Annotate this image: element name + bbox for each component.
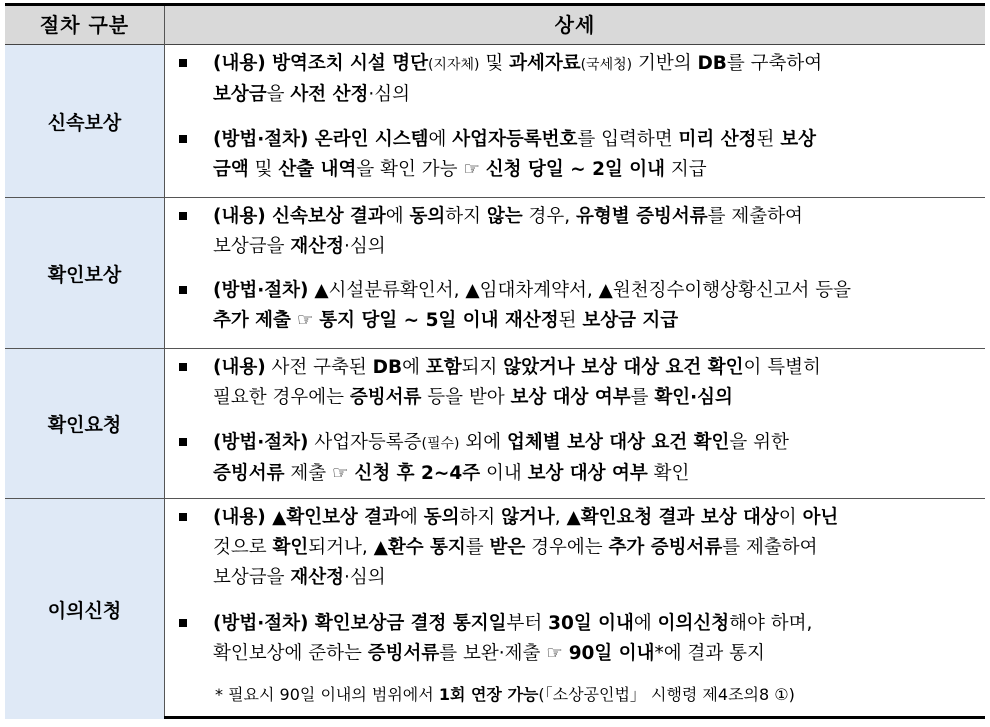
bold-text: ▲확인요청 결과 보상 대상 [566, 507, 779, 528]
list-item [179, 125, 973, 187]
row-label-objection: 이의신청 [5, 499, 164, 719]
item-text [213, 125, 973, 185]
text-segment: 필요한 경우에는 [213, 387, 350, 408]
bold-text: 보상 [780, 129, 816, 150]
text-segment: ☞ [290, 310, 320, 331]
item-text [213, 276, 973, 336]
table-row [5, 349, 985, 499]
bold-text: 추가 증빙서류 [608, 537, 723, 558]
text-line [213, 459, 973, 489]
text-segment: 제출 ☞ [284, 463, 355, 484]
text-segment: 하지 [445, 206, 487, 227]
row-content [165, 349, 985, 498]
bold-text: 유형별 증빙서류 [576, 206, 708, 227]
text-segment: (「소상공인법」 시행령 제4조의8 ①) [538, 685, 795, 704]
item-text [213, 428, 973, 489]
text-segment: 을 [266, 84, 291, 105]
bold-text: (방법·절차) [213, 432, 309, 453]
text-segment: 에 [400, 507, 424, 528]
bold-text: 1회 연장 가능 [438, 685, 539, 704]
text-segment: ·심의 [368, 84, 410, 105]
table-row [5, 198, 985, 349]
bold-text: 증빙서류 [367, 643, 440, 664]
text-line [213, 125, 973, 155]
text-segment: 된 [756, 129, 781, 150]
text-line [213, 276, 973, 306]
text-segment: 보상금을 [213, 567, 291, 588]
text-segment: 를 구축하여 [726, 53, 823, 74]
text-line [213, 155, 973, 185]
text-segment: , [554, 507, 567, 528]
bold-text: (내용) ▲확인보상 결과 [213, 507, 400, 528]
text-segment: 보상금을 [213, 236, 291, 257]
text-segment: 경우, [522, 206, 577, 227]
bold-text: 이의신청 [657, 613, 730, 634]
text-segment: 및 [479, 53, 510, 74]
text-segment: 을 위한 [729, 432, 789, 453]
text-segment: ▲시설분류확인서, ▲임대차계약서, ▲원천징수이행상황신고서 등을 [308, 280, 852, 301]
square-bullet-icon [179, 513, 187, 521]
list-item [179, 428, 973, 490]
footnote [215, 683, 795, 707]
bold-text: 않거나 [501, 507, 555, 528]
text-line [213, 232, 973, 262]
bold-text: (내용) [213, 357, 266, 378]
text-line [213, 306, 973, 336]
bold-text: 사업자등록번호 [452, 129, 578, 150]
bold-text: (방법·절차) 확인보상금 결정 통지일 [213, 613, 507, 634]
bold-text: 보상 대상 여부 [510, 387, 631, 408]
table-row [5, 499, 985, 719]
bold-text: 미리 산정 [678, 129, 757, 150]
text-segment: 를 제출하여 [707, 206, 803, 227]
bold-text: 보상 대상 여부 [527, 463, 648, 484]
text-segment: 및 [248, 159, 279, 180]
bold-text: 확인 [272, 537, 309, 558]
text-segment: 된 [558, 310, 583, 331]
column-divider [164, 6, 165, 716]
text-segment: *에 결과 통지 [654, 643, 765, 664]
text-segment: 부터 [506, 613, 549, 634]
text-segment: (국세청) [580, 57, 633, 73]
list-item [179, 503, 973, 595]
text-line [213, 49, 973, 80]
table-header [5, 6, 985, 45]
text-segment: 경우에는 [525, 537, 609, 558]
text-segment: * 필요시 90일 이내의 범위에서 [215, 685, 439, 704]
bold-text: 업체별 보상 대상 요건 확인 [507, 432, 730, 453]
bold-text: (내용) 신속보상 결과 [213, 206, 386, 227]
bold-text: 추가 제출 [213, 310, 291, 331]
text-segment: 확인 [647, 463, 690, 484]
bold-text: ▲환수 통지 [373, 537, 466, 558]
bold-text: 30일 이내 [548, 613, 634, 634]
bold-text: 아닌 [802, 507, 839, 528]
square-bullet-icon [179, 135, 187, 143]
table-row [5, 45, 985, 198]
text-segment: 되지 [461, 357, 504, 378]
text-segment: 를 보완·제출 ☞ [439, 643, 569, 664]
bold-text: DB [697, 53, 727, 74]
text-segment: 하지 [459, 507, 502, 528]
text-line [213, 202, 973, 232]
text-segment: ·심의 [344, 567, 386, 588]
text-segment: 되거나, [308, 537, 374, 558]
row-label-confirmed-compensation: 확인보상 [5, 198, 164, 348]
bold-text: 사전 산정 [290, 84, 369, 105]
text-segment: 사전 구축된 [265, 357, 373, 378]
list-item [179, 276, 973, 338]
bold-text: 보상금 [213, 84, 267, 105]
bold-text: 포함 [425, 357, 462, 378]
text-line [213, 639, 973, 669]
bold-text: 과세자료 [509, 53, 581, 74]
bold-text: 동의 [409, 206, 446, 227]
square-bullet-icon [179, 619, 187, 627]
item-text [213, 353, 973, 413]
text-segment: 이 [778, 507, 803, 528]
text-line [213, 503, 973, 533]
text-line [213, 563, 973, 593]
text-segment: 을 확인 가능 ☞ [356, 159, 486, 180]
list-item [179, 49, 973, 111]
bold-text: 증빙서류 [213, 463, 285, 484]
bold-text: 신청 당일 ~ 2일 이내 [485, 159, 666, 180]
text-line [213, 353, 973, 383]
bold-text: 통지 당일 ~ 5일 이내 재산정 [319, 310, 559, 331]
text-segment: 에 [385, 206, 410, 227]
item-text [213, 49, 973, 110]
text-segment: 를 제출하여 [722, 537, 818, 558]
bold-text: 재산정 [290, 236, 344, 257]
text-segment: 에 [428, 129, 453, 150]
bold-text: 않는 [486, 206, 523, 227]
text-line [213, 428, 973, 459]
bold-text: 신청 후 2~4주 [354, 463, 481, 484]
square-bullet-icon [179, 286, 187, 294]
text-segment: 지급 [665, 159, 707, 180]
bold-text: 않았거나 보상 대상 요건 확인 [503, 357, 744, 378]
text-segment: 에 [402, 357, 426, 378]
bold-text: 확인·심의 [654, 387, 733, 408]
text-segment: 해야 하며, [729, 613, 813, 634]
text-line [213, 533, 973, 563]
bold-text: 증빙서류 [349, 387, 422, 408]
bold-text: 받은 [489, 537, 526, 558]
text-line [213, 609, 973, 639]
text-segment: 확인보상에 준하는 [213, 643, 368, 664]
text-segment: 이 특별히 [743, 357, 821, 378]
row-label-confirmation-request: 확인요청 [5, 349, 164, 498]
text-segment: 를 [465, 537, 490, 558]
list-item [179, 609, 973, 671]
row-content [165, 499, 985, 719]
procedure-table [5, 3, 985, 719]
text-segment: (지자체) [427, 57, 480, 73]
bold-text: 산출 내역 [278, 159, 357, 180]
bold-text: DB [372, 357, 403, 378]
text-segment: 것으로 [213, 537, 273, 558]
text-segment: 사업자등록증 [308, 432, 422, 453]
header-details: 상세 [554, 13, 596, 37]
list-item [179, 353, 973, 415]
text-segment: 를 [630, 387, 655, 408]
square-bullet-icon [179, 212, 187, 220]
text-line [213, 383, 973, 413]
text-segment: 외에 [459, 432, 508, 453]
bold-text: 금액 [213, 159, 249, 180]
text-segment: 기반의 [632, 53, 698, 74]
bold-text: (방법·절차) 온라인 시스템 [213, 129, 429, 150]
square-bullet-icon [179, 438, 187, 446]
text-line [213, 80, 973, 110]
text-segment: 를 입력하면 [577, 129, 679, 150]
bold-text: (내용) 방역조치 시설 명단 [213, 53, 428, 74]
header-procedure-type: 절차 구분 [39, 13, 130, 37]
bold-text: 보상금 지급 [582, 310, 679, 331]
bold-text: 90일 이내 [568, 643, 655, 664]
item-text [213, 503, 973, 593]
text-segment: (필수) [421, 436, 460, 452]
bold-text: (방법·절차) [213, 280, 309, 301]
item-text [213, 609, 973, 669]
bold-text: 재산정 [290, 567, 344, 588]
text-segment: 이내 [480, 463, 528, 484]
square-bullet-icon [179, 59, 187, 67]
text-segment: ·심의 [344, 236, 386, 257]
square-bullet-icon [179, 363, 187, 371]
text-segment: 등을 받아 [421, 387, 511, 408]
row-content [165, 198, 985, 348]
item-text [213, 202, 973, 262]
row-content [165, 45, 985, 197]
row-label-fast-compensation: 신속보상 [5, 45, 164, 197]
bold-text: 동의 [423, 507, 460, 528]
text-segment: 에 [633, 613, 658, 634]
list-item [179, 202, 973, 264]
